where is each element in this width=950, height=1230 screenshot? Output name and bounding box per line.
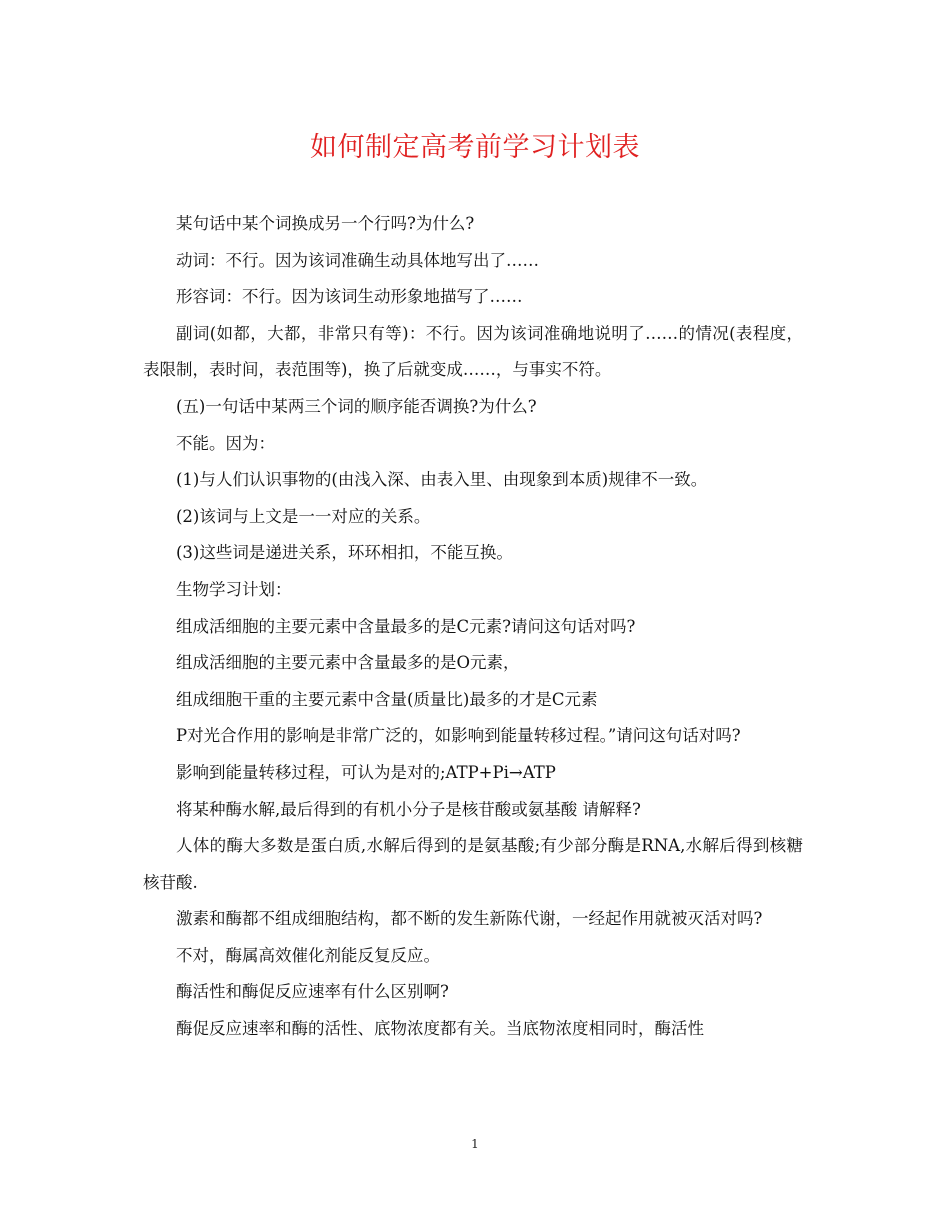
- paragraph: P对光合作用的影响是非常广泛的，如影响到能量转移过程。”请问这句话对吗?: [176, 726, 741, 746]
- paragraph: 组成活细胞的主要元素中含量最多的是O元素，: [176, 653, 520, 673]
- paragraph: 动词：不行。因为该词准确生动具体地写出了……: [176, 250, 539, 270]
- page-number: 1: [471, 1137, 479, 1151]
- document-body: [143, 206, 803, 1048]
- paragraph: 某句话中某个词换成另一个行吗?为什么?: [176, 214, 475, 233]
- paragraph: 激素和酶都不组成细胞结构，都不断的发生新陈代谢，一经起作用就被灭活对吗?: [176, 909, 763, 929]
- paragraph: 不对，酶属高效催化剂能反复反应。: [176, 945, 440, 965]
- paragraph: 不能。因为：: [176, 433, 275, 453]
- paragraph: 副词(如都，大都，非常只有等)：不行。因为该词准确地说明了……的情况(表程度，表限制，表时间，表范围等)，换了后就变成……，与事实不符。: [143, 323, 803, 380]
- paragraph: 组成细胞干重的主要元素中含量(质量比)最多的才是C元素: [176, 689, 598, 709]
- paragraph: (五)一句话中某两三个词的顺序能否调换?为什么?: [176, 396, 537, 416]
- paragraph: 酶促反应速率和酶的活性、底物浓度都有关。当底物浓度相同时，酶活性: [176, 1019, 704, 1039]
- document-title: 如何制定高考前学习计划表: [310, 132, 640, 163]
- paragraph: 人体的酶大多数是蛋白质,水解后得到的是氨基酸;有少部分酶是RNA,水解后得到核糖核苷酸.: [143, 836, 803, 892]
- paragraph: 形容词：不行。因为该词生动形象地描写了……: [176, 287, 523, 307]
- paragraph: 生物学习计划：: [176, 579, 292, 599]
- paragraph: 将某种酶水解,最后得到的有机小分子是核苷酸或氨基酸 请解释?: [176, 799, 641, 819]
- paragraph: 影响到能量转移过程，可认为是对的;ATP+Pi→ATP: [176, 762, 556, 782]
- paragraph: 组成活细胞的主要元素中含量最多的是C元素?请问这句话对吗?: [176, 616, 636, 636]
- paragraph: (2)该词与上文是一一对应的关系。: [176, 506, 431, 526]
- paragraph: (1)与人们认识事物的(由浅入深、由表入里、由现象到本质)规律不一致。: [176, 470, 708, 490]
- paragraph: (3)这些词是递进关系，环环相扣，不能互换。: [176, 543, 513, 563]
- paragraph: 酶活性和酶促反应速率有什么区别啊?: [176, 982, 449, 1002]
